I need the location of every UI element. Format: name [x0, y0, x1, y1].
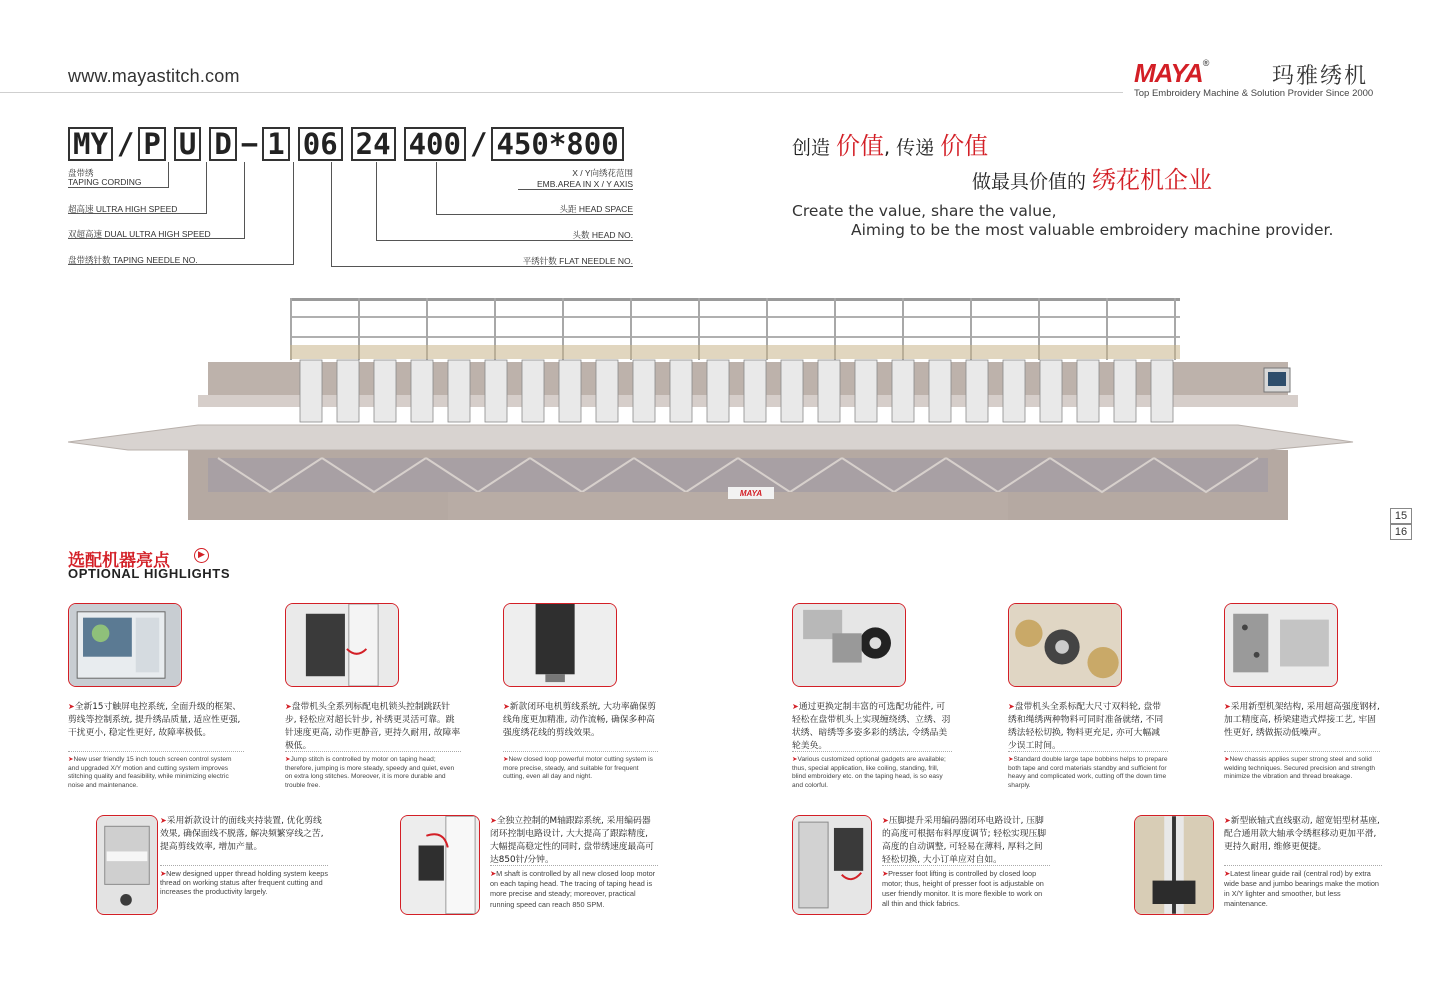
feature-2-cn-text: 盘带机头全系列标配电机锁头控制跳跃针步, 轻松应对超长针步, 补绣更灵活可靠。跳针速度更高, 动作更静音, 更持久耐用, 故障率极低。 — [285, 702, 461, 751]
feature-10-cn-text: 新型嵌轴式直线驱动, 超宽铝型材基座, 配合通用款大轴承令绣框移动更加平滑, 更持久耐用, 维修更便捷。 — [1224, 816, 1380, 852]
feature-optional-gadgets-image — [792, 603, 906, 687]
feature-9-divider — [882, 865, 1050, 866]
legend-line-head-space-v — [436, 162, 437, 214]
code-box-my: MY — [68, 127, 113, 161]
red-arrow-icon: ➤ — [68, 702, 75, 711]
feature-5-desc-en — [1008, 756, 1168, 790]
feature-touchscreen-image — [68, 603, 182, 687]
circle-arrow-icon: ▶ — [194, 548, 209, 563]
feature-2-desc-en — [285, 756, 461, 790]
feature-10-desc-en — [1224, 869, 1382, 909]
legend-head-space: 头距 HEAD SPACE — [559, 204, 633, 214]
slogan-en-line1: Create the value, share the value, — [792, 202, 1057, 220]
feature-7-cn-text: 采用新款设计的面线夹持装置, 优化剪线效果, 确保面线不脱落, 解决频繁穿线之苦, 提高剪线效率, 增加产量。 — [160, 816, 324, 852]
feature-2-en-text: Jump stitch is controlled by motor on taping head; therefore, jumping is more steady, speedy and quiet, even on extra long stitches. Moreover, it is more durable and trouble free. — [285, 756, 455, 789]
feature-9-desc-en — [882, 869, 1050, 909]
code-box-06: 06 — [298, 127, 343, 161]
feature-9-cn-text: 压脚提升采用编码器闭环电路设计, 压脚的高度可根据布料厚度调节; 轻松实现压脚高度的自动调整, 可轻易在薄料, 厚料之间轻松切换, 大小订单应对自如。 — [882, 816, 1047, 865]
brand-tagline: Top Embroidery Machine & Solution Provider Since 2000 — [1134, 88, 1374, 99]
feature-3-desc-cn — [503, 700, 658, 740]
feature-6-en-text: New chassis applies super strong steel and solid welding techniques. Secured precision and strength minimize the vibration and thread breakage. — [1224, 756, 1376, 781]
legend-head-no: 头数 HEAD NO. — [572, 230, 633, 240]
legend-line-dual-v — [244, 162, 245, 239]
feature-3-divider — [503, 751, 658, 752]
code-dash: − — [240, 127, 259, 161]
code-box-u: U — [174, 127, 201, 161]
feature-1-desc-en — [68, 756, 244, 790]
red-arrow-icon: ➤ — [882, 869, 889, 878]
model-code — [68, 126, 624, 162]
feature-8-cn-text: 全独立控制的M轴跟踪系统, 采用编码器闭环控制电路设计, 大大提高了跟踪精度, 大幅提高稳定性的同时, 盘带绣速度最高可达850针/分钟。 — [490, 816, 654, 865]
legend-ultra-high-speed: 超高速 ULTRA HIGH SPEED — [68, 204, 178, 214]
feature-8-en-text: M shaft is controlled by all new closed loop motor on each taping head. The tracing of taping head is more precise and steady; moreover, practical running speed can reach 850 SPM. — [490, 869, 656, 909]
feature-8-divider — [490, 865, 658, 866]
slogan-cn-line1 — [792, 126, 988, 161]
legend-taping-needle-no: 盘带绣针数 TAPING NEEDLE NO. — [68, 255, 198, 265]
feature-chassis-image — [1224, 603, 1338, 687]
legend-line-taping-cording-v — [168, 162, 169, 188]
legend-line-taping-cording — [68, 187, 168, 188]
slogan-en-line2: Aiming to be the most valuable embroidery machine provider. — [851, 221, 1334, 239]
machine-logo-text: MAYA — [739, 489, 763, 498]
brand-chinese-name: 玛雅绣机 — [1272, 64, 1369, 89]
red-arrow-icon: ➤ — [160, 869, 167, 878]
code-slash-2: / — [469, 127, 488, 161]
red-arrow-icon: ➤ — [1224, 702, 1231, 711]
red-arrow-icon: ➤ — [160, 816, 167, 825]
feature-1-cn-text: 全新15寸触屏电控系统, 全面升级的框架、剪线等控制系统, 提升绣品质量, 适应性更强, 干扰更小, 稳定性更好, 故障率极低。 — [68, 702, 242, 738]
red-arrow-icon: ➤ — [792, 756, 798, 763]
section-title-en: OPTIONAL HIGHLIGHTS — [68, 566, 231, 581]
code-slash: / — [116, 127, 135, 161]
feature-jump-stitch-motor-image — [285, 603, 399, 687]
red-arrow-icon: ➤ — [68, 756, 74, 763]
red-arrow-icon: ➤ — [503, 702, 510, 711]
feature-7-en-text: New designed upper thread holding system keeps thread on working status after frequent cutting and increases the productivity largely. — [160, 869, 328, 897]
feature-4-en-text: Various customized optional gadgets are available; thus, special application, like coiling, standing, frill, blind embroidery etc. on the taping head, is so easy and colorful. — [792, 756, 946, 789]
feature-7-desc-en — [160, 869, 328, 897]
feature-10-divider — [1224, 865, 1382, 866]
feature-6-desc-cn — [1224, 700, 1380, 740]
red-arrow-icon: ➤ — [503, 756, 509, 763]
feature-3-desc-en — [503, 756, 658, 782]
header-divider — [0, 92, 1123, 93]
red-arrow-icon: ➤ — [1008, 702, 1015, 711]
embroidery-machine-image — [68, 290, 1368, 530]
legend-emb-area-cn: X / Y向绣花范围 — [572, 168, 633, 178]
feature-5-en-text: Standard double large tape bobbins helps to prepare both tape and cord materials standby and sufficient for heavy and complicated work, cutting off the down time sharply. — [1008, 756, 1168, 789]
feature-2-divider — [285, 751, 461, 752]
legend-line-ultra-v — [206, 162, 207, 214]
legend-emb-area-en: EMB.AREA IN X / Y AXIS — [536, 179, 633, 189]
feature-4-cn-text: 通过更换定制丰富的可选配功能件, 可轻松在盘带机头上实现缠绕绣、立绣、羽状绣、暗绣等多姿多彩的绣法, 令绣品美轮美奂。 — [792, 702, 951, 751]
feature-9-en-text: Presser foot lifting is controlled by closed loop motor; thus, height of presser foot is adjustable on user friendly monitor. It is more flexible to work on all thin and thick fabrics. — [882, 869, 1044, 908]
feature-10-desc-cn — [1224, 814, 1382, 854]
feature-1-en-text: New user friendly 15 inch touch screen control system and upgraded X/Y motion and cutting system improves stitching quality and feasibility, while minimizing electric noise and maintenance. — [68, 756, 232, 789]
red-arrow-icon: ➤ — [285, 756, 291, 763]
red-arrow-icon: ➤ — [792, 702, 799, 711]
legend-flat-needle-no: 平绣针数 FLAT NEEDLE NO. — [522, 256, 633, 266]
feature-3-en-text: New closed loop powerful motor cutting system is more precise, steady, and suitable for frequent cutting, even all day and night. — [503, 756, 653, 781]
maya-logo — [1134, 58, 1208, 89]
slogan-cn1-d: 价值 — [940, 132, 989, 160]
code-box-d: D — [209, 127, 236, 161]
registered-mark: ® — [1202, 58, 1209, 68]
code-box-400: 400 — [404, 127, 466, 161]
legend-line-emb-area — [518, 189, 633, 190]
feature-thread-holding-image — [96, 815, 158, 915]
feature-2-desc-cn — [285, 700, 461, 753]
feature-5-desc-cn — [1008, 700, 1168, 753]
section-title-cn: 选配机器亮点 — [68, 551, 170, 571]
code-box-p: P — [138, 127, 165, 161]
maya-logo-text: MAYA — [1134, 58, 1203, 88]
legend-line-taping-needle-v — [293, 162, 294, 265]
feature-5-divider — [1008, 751, 1168, 752]
legend-taping-cording-en: TAPING CORDING — [68, 177, 142, 187]
page-number-16: 16 — [1390, 524, 1412, 540]
slogan-cn-line2 — [972, 160, 1212, 195]
feature-1-desc-cn — [68, 700, 244, 740]
slogan-cn1-a: 创造 — [792, 137, 837, 159]
brand-block — [1134, 58, 1394, 102]
legend-line-head-no-v — [376, 162, 377, 240]
feature-8-desc-en — [490, 869, 658, 910]
red-arrow-icon: ➤ — [1224, 816, 1231, 825]
legend-line-flat-needle-v — [331, 162, 332, 266]
feature-4-divider — [792, 751, 952, 752]
legend-dual-ultra-high-speed: 双超高速 DUAL ULTRA HIGH SPEED — [68, 229, 211, 239]
site-url[interactable]: www.mayastitch.com — [68, 66, 240, 86]
feature-linear-guide-image — [1134, 815, 1214, 915]
feature-presser-foot-image — [792, 815, 872, 915]
feature-7-desc-cn — [160, 814, 328, 854]
red-arrow-icon: ➤ — [1008, 756, 1014, 763]
feature-cutting-motor-image — [503, 603, 617, 687]
red-arrow-icon: ➤ — [882, 816, 889, 825]
red-arrow-icon: ➤ — [490, 869, 497, 878]
feature-6-desc-en — [1224, 756, 1380, 782]
feature-4-desc-en — [792, 756, 952, 790]
red-arrow-icon: ➤ — [285, 702, 292, 711]
slogan-cn2-b: 绣花机企业 — [1092, 166, 1213, 194]
feature-6-divider — [1224, 751, 1380, 752]
feature-5-cn-text: 盘带机头全系标配大尺寸双料轮, 盘带绣和绳绣两种物料可同时准备就绪, 不同绣法轻松切换, 物料更充足, 亦可大幅减少误工时间。 — [1008, 702, 1164, 751]
code-box-24: 24 — [351, 127, 396, 161]
feature-10-en-text: Latest linear guide rail (central rod) by extra wide base and jumbo bearings make the motion in X/Y lighter and smoother, but less maintenance. — [1224, 869, 1379, 908]
slogan-cn1-c: , 传递 — [884, 137, 941, 159]
feature-3-cn-text: 新款闭环电机剪线系统, 大功率确保剪线角度更加精准, 动作流畅, 确保多种高强度绣花线的剪线效果。 — [503, 702, 657, 738]
legend-taping-cording-cn: 盘带绣 — [68, 168, 94, 178]
feature-1-divider — [68, 751, 244, 752]
feature-8-desc-cn — [490, 814, 658, 867]
feature-tape-bobbins-image — [1008, 603, 1122, 687]
code-box-1: 1 — [262, 127, 289, 161]
red-arrow-icon: ➤ — [490, 816, 497, 825]
feature-m-shaft-image — [400, 815, 480, 915]
slogan-cn1-b: 价值 — [836, 132, 885, 160]
feature-7-divider — [160, 865, 328, 866]
red-arrow-icon: ➤ — [1224, 869, 1231, 878]
feature-6-cn-text: 采用新型机架结构, 采用超高强度钢材, 加工精度高, 桥梁建造式焊接工艺, 牢固性更好, 绣做振动低噪声。 — [1224, 702, 1380, 738]
code-box-area: 450*800 — [491, 127, 623, 161]
page-number-15: 15 — [1390, 508, 1412, 524]
slogan-cn2-a: 做最具价值的 — [972, 171, 1093, 193]
feature-9-desc-cn — [882, 814, 1050, 867]
red-arrow-icon: ➤ — [1224, 756, 1230, 763]
feature-4-desc-cn — [792, 700, 952, 753]
